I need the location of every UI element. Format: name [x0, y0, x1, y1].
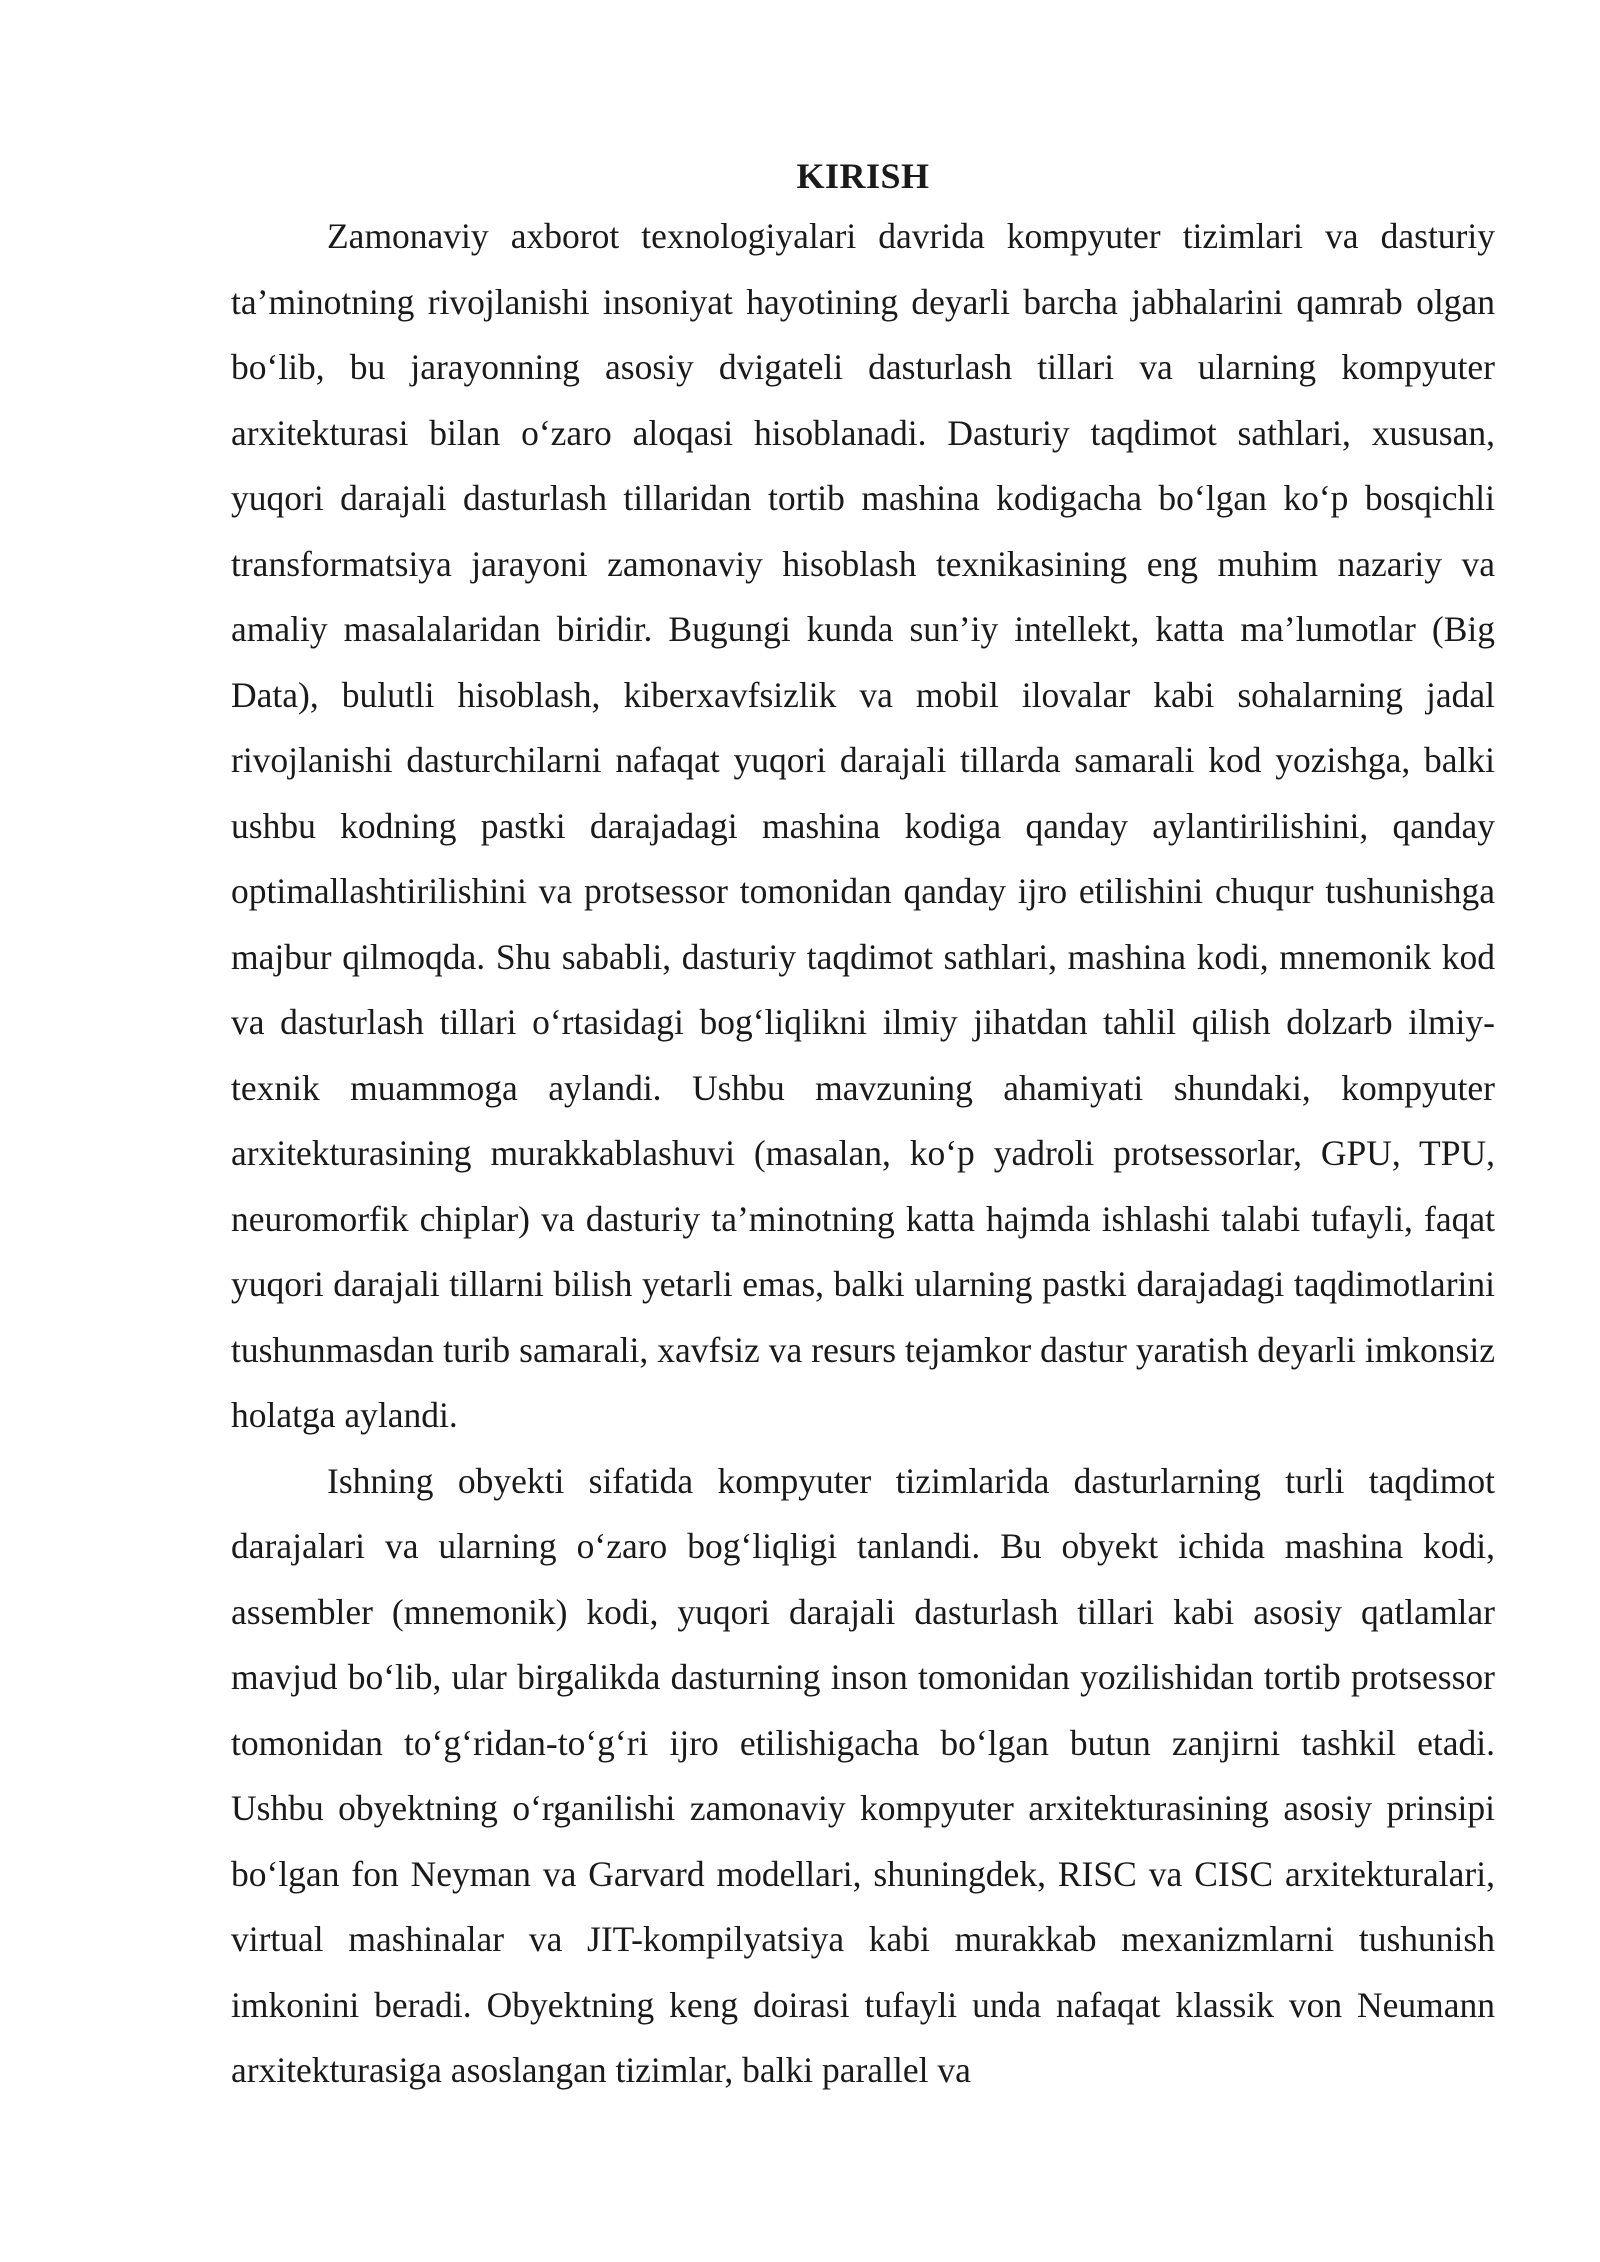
- document-page: [231, 148, 1495, 2104]
- section-heading: KIRISH: [796, 156, 930, 196]
- body-paragraph: Ishning obyekti sifatida kompyuter tizimlarida dasturlarning turli taqdimot darajalari va ularning o‘zaro bog‘liqligi tanlandi. Bu obyekt ichida mashina kodi, assembler (mnemonik) kodi, yuqori darajali dasturlash tillari kabi asosiy qatlamlar mavjud bo‘lib, ular birgalikda dasturning inson tomonidan yozilishidan tortib protsessor tomonidan to‘g‘ridan-to‘g‘ri ijro etilishigacha bo‘lgan butun zanjirni tashkil etadi. Ushbu obyektning o‘rganilishi zamonaviy kompyuter arxitekturasining asosiy prinsipi bo‘lgan fon Neyman va Garvard modellari, shuningdek, RISC va CISC arxitekturalari, virtual mashinalar va JIT-kompilyatsiya kabi murakkab mexanizmlarni tushunish imkonini beradi. Obyektning keng doirasi tufayli unda nafaqat klassik von Neumann arxitekturasiga asoslangan tizimlar, balki parallel va: [231, 1460, 1495, 2090]
- body-paragraph: Zamonaviy axborot texnologiyalari davrida kompyuter tizimlari va dasturiy ta’minotning rivojlanishi insoniyat hayotining deyarli barcha jabhalarini qamrab olgan bo‘lib, bu jarayonning asosiy dvigateli dasturlash tillari va ularning kompyuter arxitekturasi bilan o‘zaro aloqasi hisoblanadi. Dasturiy taqdimot sathlari, xususan, yuqori darajali dasturlash tillaridan tortib mashina kodigacha bo‘lgan ko‘p bosqichli transformatsiya jarayoni zamonaviy hisoblash texnikasining eng muhim nazariy va amaliy masalalaridan biridir. Bugungi kunda sun’iy intellekt, katta ma’lumotlar (Big Data), bulutli hisoblash, kiberxavfsizlik va mobil ilovalar kabi sohalarning jadal rivojlanishi dasturchilarni nafaqat yuqori darajali tillarda samarali kod yozishga, balki ushbu kodning pastki darajadagi mashina kodiga qanday aylantirilishini, qanday optimallashtirilishini va protsessor tomonidan qanday ijro etilishini chuqur tushunishga majbur qilmoqda. Shu sababli, dasturiy taqdimot sathlari, mashina kodi, mnemonik kod va dasturlash tillari o‘rtasidagi bog‘liqlikni ilmiy jihatdan tahlil qilish dolzarb ilmiy-texnik muammoga aylandi. Ushbu mavzuning ahamiyati shundaki, kompyuter arxitekturasining murakkablashuvi (masalan, ko‘p yadroli protsessorlar, GPU, TPU, neuromorfik chiplar) va dasturiy ta’minotning katta hajmda ishlashi talabi tufayli, faqat yuqori darajali tillarni bilish yetarli emas, balki ularning pastki darajadagi taqdimotlarini tushunmasdan turib samarali, xavfsiz va resurs tejamkor dastur yaratish deyarli imkonsiz holatga aylandi.: [231, 216, 1495, 1435]
